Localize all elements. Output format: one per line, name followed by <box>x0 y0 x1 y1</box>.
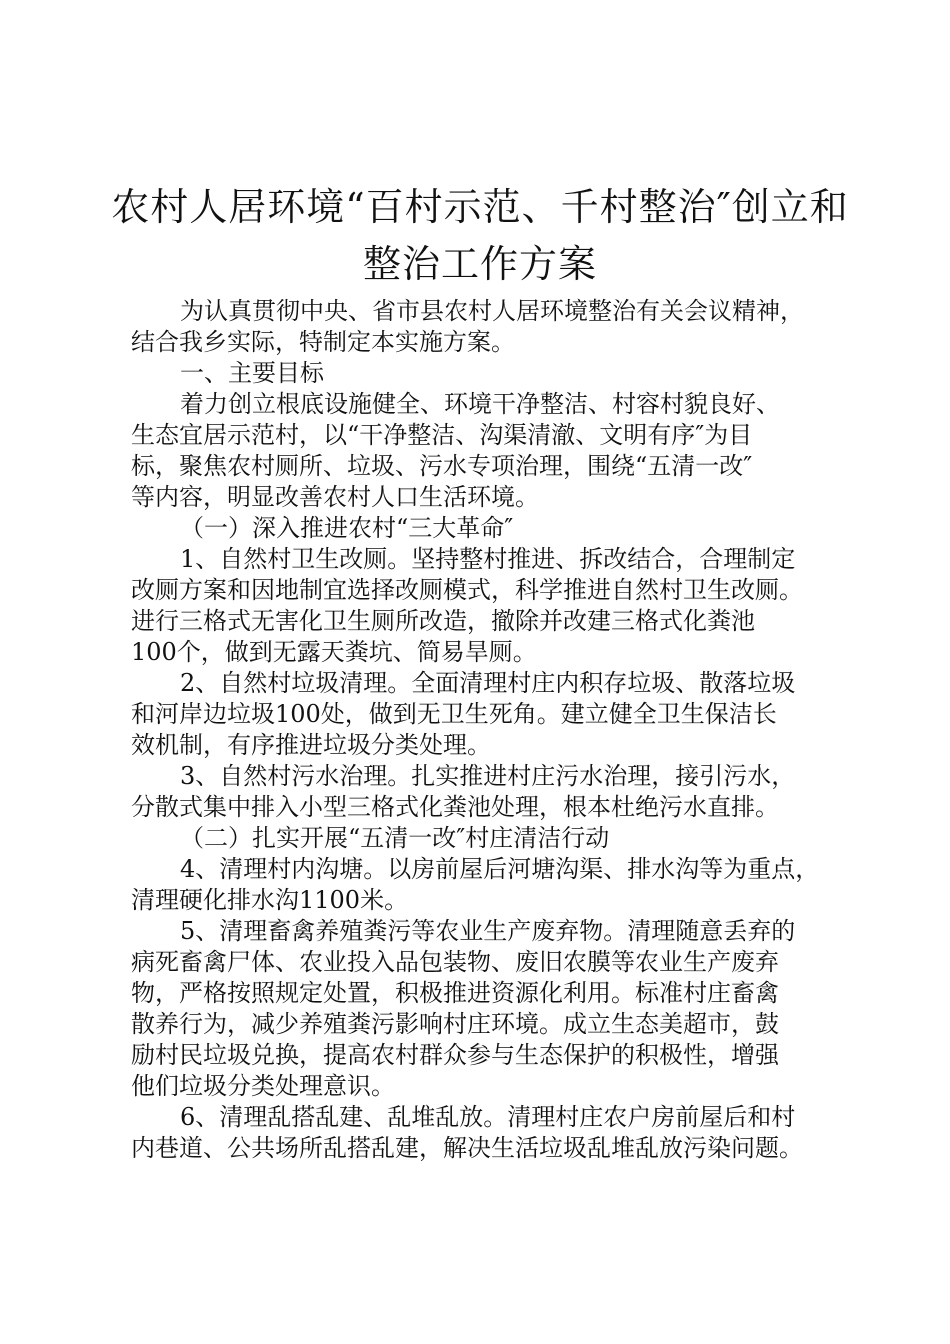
document-title-line-2: 整治工作方案 <box>362 242 597 286</box>
body-line: 1、自然村卫生改厕。坚持整村推进、拆改结合，合理制定 <box>180 545 796 573</box>
body-line: 内巷道、公共场所乱搭乱建，解决生活垃圾乱堆乱放污染问题。 <box>131 1134 803 1162</box>
section-heading: 一、主要目标 <box>180 359 324 387</box>
body-line: 等内容，明显改善农村人口生活环境。 <box>131 483 539 511</box>
subsection-heading: （二）扎实开展“五清一改″村庄清洁行动 <box>180 824 610 852</box>
body-line: 结合我乡实际，特制定本实施方案。 <box>131 328 515 356</box>
body-line: 病死畜禽尸体、农业投入品包装物、废旧农膜等农业生产废弃 <box>131 948 779 976</box>
body-line: 着力创立根底设施健全、环境干净整洁、村容村貌良好、 <box>180 390 780 418</box>
body-line: 6、清理乱搭乱建、乱堆乱放。清理村庄农户房前屋后和村 <box>180 1103 796 1131</box>
body-line: 4、清理村内沟塘。以房前屋后河塘沟渠、排水沟等为重点， <box>180 855 820 883</box>
body-line: 100个，做到无露天粪坑、简易旱厕。 <box>131 638 537 666</box>
body-line: 他们垃圾分类处理意识。 <box>131 1072 395 1100</box>
body-line: 励村民垃圾兑换，提高农村群众参与生态保护的积极性，增强 <box>131 1041 779 1069</box>
body-line: 为认真贯彻中央、省市县农村人居环境整治有关会议精神， <box>180 297 804 325</box>
body-line: 5、清理畜禽养殖粪污等农业生产废弃物。清理随意丢弃的 <box>180 917 796 945</box>
body-line: 散养行为，减少养殖粪污影响村庄环境。成立生态美超市，鼓 <box>131 1010 779 1038</box>
document-title-line-1: 农村人居环境“百村示范、千村整治″创立和 <box>111 185 849 229</box>
body-line: 效机制，有序推进垃圾分类处理。 <box>131 731 491 759</box>
body-line: 标，聚焦农村厕所、垃圾、污水专项治理，围绕“五清一改″ <box>131 452 753 480</box>
body-line: 生态宜居示范村，以“干净整洁、沟渠清澈、文明有序″为目 <box>131 421 753 449</box>
body-line: 进行三格式无害化卫生厕所改造，撤除并改建三格式化粪池 <box>131 607 755 635</box>
body-line: 分散式集中排入小型三格式化粪池处理，根本杜绝污水直排。 <box>131 793 779 821</box>
body-line: 和河岸边垃圾100处，做到无卫生死角。建立健全卫生保洁长 <box>131 700 777 728</box>
body-line: 3、自然村污水治理。扎实推进村庄污水治理，接引污水， <box>180 762 796 790</box>
body-line: 物，严格按照规定处置，积极推进资源化利用。标准村庄畜禽 <box>131 979 779 1007</box>
body-line: 改厕方案和因地制宜选择改厕模式，科学推进自然村卫生改厕。 <box>131 576 803 604</box>
subsection-heading: （一）深入推进农村“三大革命″ <box>180 514 514 542</box>
body-line: 2、自然村垃圾清理。全面清理村庄内积存垃圾、散落垃圾 <box>180 669 796 697</box>
body-line: 清理硬化排水沟1100米。 <box>131 886 409 914</box>
